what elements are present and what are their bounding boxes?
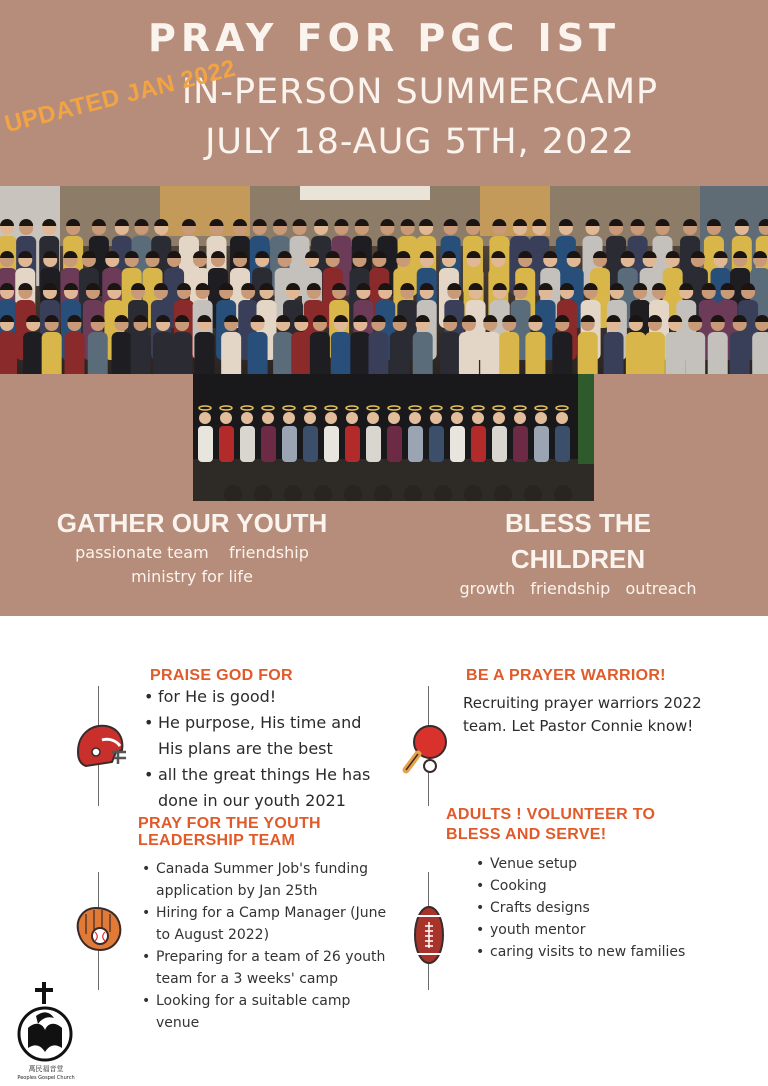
list-item: • Looking for a suitable camp venue xyxy=(140,990,390,1034)
list-item: • Cooking xyxy=(474,875,734,897)
youth-tags-line2: ministry for life xyxy=(131,567,253,586)
praise-list xyxy=(142,684,387,814)
leadership-list xyxy=(140,858,390,1034)
list-item: • all the great things He has done in our youth 2021 xyxy=(142,762,387,814)
church-name: 萬民福音堂 xyxy=(28,1065,64,1073)
camp-dates: JULY 18-AUG 5TH, 2022 xyxy=(205,122,635,162)
volunteer-heading-line2: BLESS AND SERVE! xyxy=(446,826,607,843)
football-icon xyxy=(412,904,446,966)
updated-badge: UPDATED JAN 2022 xyxy=(2,54,239,139)
praise-heading: PRAISE GOD FOR xyxy=(150,667,293,684)
list-item: • youth mentor xyxy=(474,919,734,941)
group-photo xyxy=(0,186,768,374)
leadership-heading-line1: PRAY FOR THE YOUTH xyxy=(138,815,321,832)
football-helmet-icon xyxy=(72,722,128,772)
volunteer-heading-line1: ADULTS ! VOLUNTEER TO xyxy=(446,806,656,823)
children-photo-illustration xyxy=(193,374,594,501)
list-item: • Canada Summer Job's funding application by Jan 25th xyxy=(140,858,390,902)
children-heading-line1: BLESS THE xyxy=(505,508,651,538)
list-item: • for He is good! xyxy=(142,684,387,710)
youth-tags-line1: passionate team friendship xyxy=(75,543,309,562)
list-item: • Crafts designs xyxy=(474,897,734,919)
list-item: • Preparing for a team of 26 youth team for a 3 weeks' camp xyxy=(140,946,390,990)
children-photo xyxy=(193,374,594,501)
warrior-text: Recruiting prayer warriors 2022 team. Let Pastor Connie know! xyxy=(463,694,702,735)
list-item: • Venue setup xyxy=(474,853,734,875)
baseball-glove-icon xyxy=(72,904,126,954)
youth-heading: GATHER OUR YOUTH xyxy=(56,508,328,538)
church-english-name: Peoples Gospel Church xyxy=(17,1075,75,1081)
warrior-heading: BE A PRAYER WARRIOR! xyxy=(466,667,666,684)
children-tags: growth friendship outreach xyxy=(459,579,697,598)
ping-pong-paddle-icon xyxy=(400,722,454,778)
list-item: • Hiring for a Camp Manager (June to August 2022) xyxy=(140,902,390,946)
children-heading-line2: CHILDREN xyxy=(510,544,646,574)
group-photo-illustration xyxy=(0,186,768,374)
camp-type: IN-PERSON SUMMERCAMP xyxy=(181,72,659,112)
list-item: • caring visits to new families xyxy=(474,941,734,963)
leadership-heading-line2: LEADERSHIP TEAM xyxy=(138,832,296,849)
volunteer-list xyxy=(474,853,734,963)
page-title: PRAY FOR PGC IST xyxy=(148,16,620,60)
list-item: • He purpose, His time and His plans are the best xyxy=(142,710,387,762)
